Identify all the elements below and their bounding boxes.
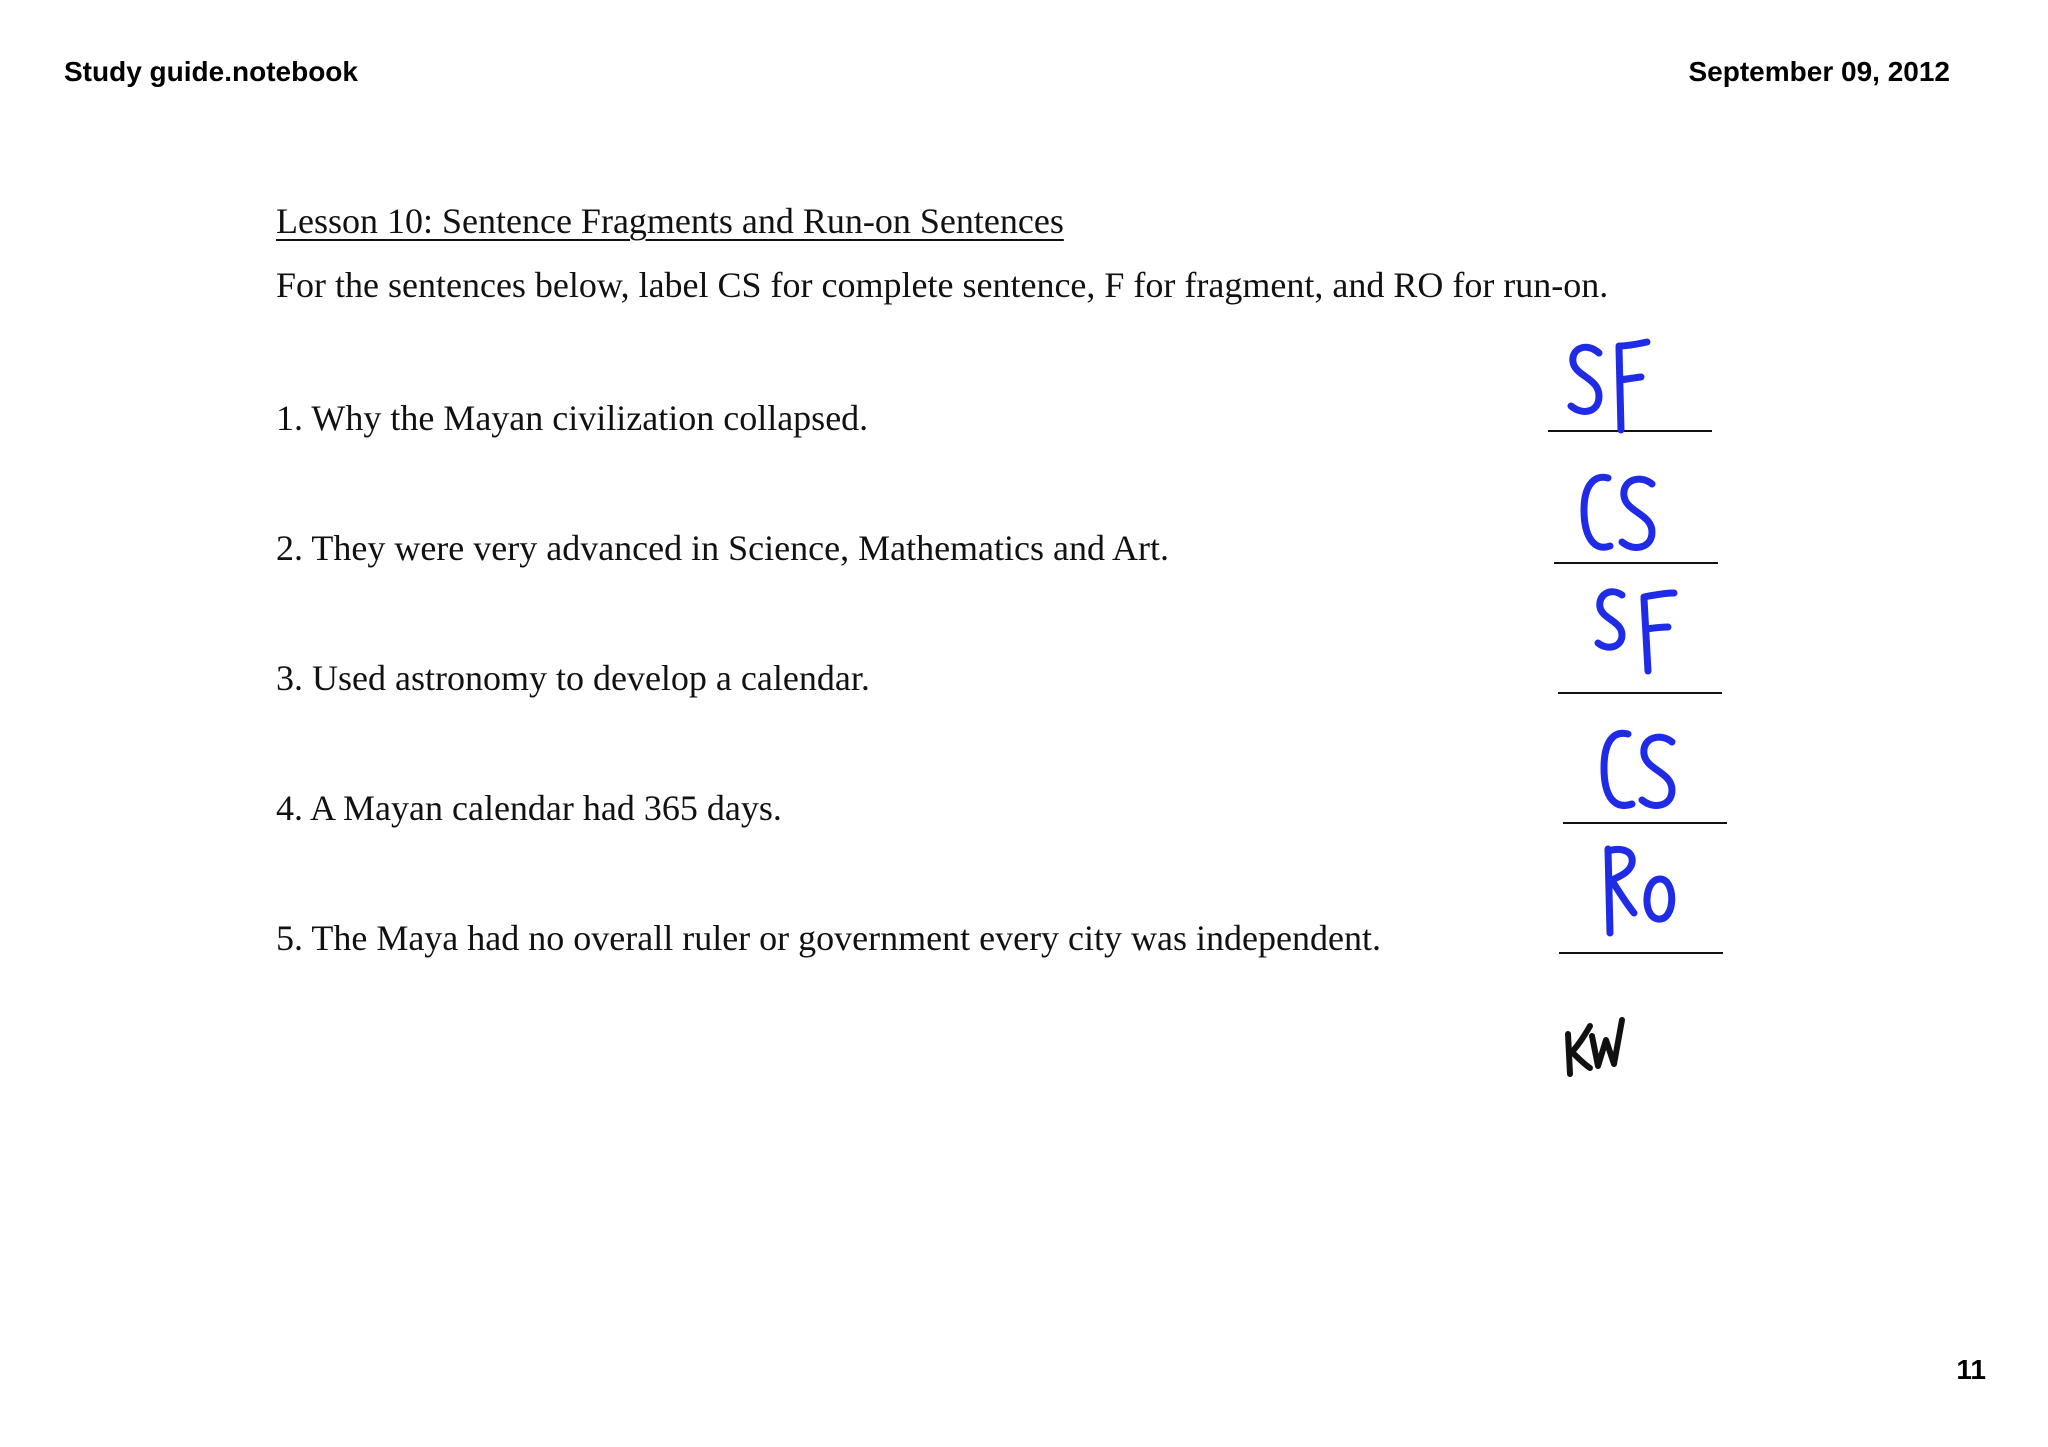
lesson-instructions: For the sentences below, label CS for complete sentence, F for fragment, and RO for run-on. — [276, 265, 1609, 305]
answer-line-2 — [1554, 562, 1718, 564]
notebook-filename: Study guide.notebook — [64, 56, 358, 87]
handwritten-answer-2 — [1578, 470, 1688, 560]
lesson-title: Lesson 10: Sentence Fragments and Run-on Sentences — [276, 201, 1064, 241]
question-4: 4. A Mayan calendar had 365 days. — [276, 788, 782, 828]
page-number: 11 — [1956, 1354, 1986, 1385]
handwritten-initials — [1562, 1014, 1642, 1079]
question-5: 5. The Maya had no overall ruler or government every city was independent. — [276, 918, 1381, 958]
answer-line-3 — [1558, 692, 1722, 694]
question-3: 3. Used astronomy to develop a calendar. — [276, 658, 870, 698]
handwritten-answer-5 — [1600, 843, 1710, 938]
answer-line-4 — [1563, 822, 1727, 824]
answer-line-5 — [1559, 952, 1723, 954]
page-date: September 09, 2012 — [1688, 56, 1950, 87]
handwritten-answer-3 — [1594, 587, 1704, 682]
handwritten-answer-1 — [1565, 340, 1685, 435]
question-1: 1. Why the Mayan civilization collapsed. — [276, 398, 869, 438]
question-2: 2. They were very advanced in Science, Mathematics and Art. — [276, 528, 1170, 568]
handwritten-answer-4 — [1598, 728, 1708, 818]
